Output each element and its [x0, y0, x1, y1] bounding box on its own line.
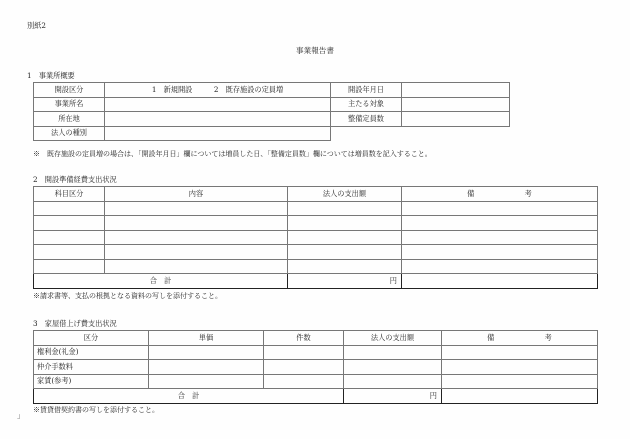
- label-opening-type: 開設区分: [34, 83, 105, 98]
- opening-date-field[interactable]: [402, 83, 510, 98]
- section2-heading: 2 開設準備経費支出状況: [33, 175, 117, 184]
- cell[interactable]: [105, 245, 288, 260]
- label-capacity: 整備定員数: [331, 112, 402, 127]
- cell[interactable]: [34, 216, 105, 231]
- cell[interactable]: [288, 259, 402, 274]
- cell[interactable]: [149, 345, 264, 360]
- opening-type-options[interactable]: 1 新規開設 2 既存施設の定員増: [105, 83, 331, 98]
- label-facility-name: 事業所名: [34, 97, 105, 112]
- cell[interactable]: [264, 360, 344, 375]
- col-header: 法人の支出額: [344, 331, 442, 346]
- cell[interactable]: [149, 360, 264, 375]
- cell[interactable]: [149, 374, 264, 389]
- cell[interactable]: [402, 216, 598, 231]
- cell[interactable]: [288, 201, 402, 216]
- housing-expense-table: [33, 330, 598, 404]
- table-header-row: [34, 331, 598, 346]
- section1-heading: 1 事業所概要: [27, 71, 75, 80]
- cell[interactable]: [34, 230, 105, 245]
- col-header: 備 考: [442, 331, 598, 346]
- section1-note: ※ 既存施設の定員増の場合は、「開設年月日」欄については増員した日、「整備定員数」欄については増員数を記入すること。: [33, 150, 432, 158]
- row-label-rent: 家賃(参考): [34, 374, 149, 389]
- section3-note: ※賃貸借契約書の写しを添付すること。: [33, 406, 159, 414]
- cell[interactable]: [105, 259, 288, 274]
- opening-expense-table: [33, 186, 598, 289]
- location-field[interactable]: [105, 112, 331, 127]
- cell[interactable]: [288, 216, 402, 231]
- capacity-field[interactable]: [402, 112, 510, 127]
- cell[interactable]: [288, 245, 402, 260]
- cell[interactable]: [264, 374, 344, 389]
- total-remarks[interactable]: [442, 389, 598, 404]
- corner-mark: 」: [17, 412, 24, 420]
- blank-cell: [331, 126, 402, 141]
- cell[interactable]: [105, 201, 288, 216]
- table-row: [34, 259, 598, 274]
- cell[interactable]: [344, 360, 442, 375]
- cell[interactable]: [344, 345, 442, 360]
- facility-overview-table: [33, 82, 510, 141]
- total-row: [34, 389, 598, 404]
- cell[interactable]: [34, 245, 105, 260]
- cell[interactable]: [442, 374, 598, 389]
- table-row: [34, 345, 598, 360]
- label-opening-date: 開設年月日: [331, 83, 402, 98]
- col-header: 内容: [105, 187, 288, 202]
- section3-heading: 3 家屋借上げ費支出状況: [33, 319, 117, 328]
- cell[interactable]: [34, 201, 105, 216]
- cell[interactable]: [442, 360, 598, 375]
- total-amount-field[interactable]: 円: [288, 274, 402, 289]
- facility-name-field[interactable]: [105, 97, 331, 112]
- row-label-brokerage-fee: 仲介手数料: [34, 360, 149, 375]
- cell[interactable]: [402, 201, 598, 216]
- col-header: 科目区分: [34, 187, 105, 202]
- cell[interactable]: [105, 216, 288, 231]
- table-row: [34, 230, 598, 245]
- label-main-target: 主たる対象: [331, 97, 402, 112]
- col-header: 法人の支出額: [288, 187, 402, 202]
- table-row: [34, 216, 598, 231]
- label-location: 所在地: [34, 112, 105, 127]
- table-header-row: [34, 187, 598, 202]
- table-row: [34, 360, 598, 375]
- total-amount-field[interactable]: 円: [344, 389, 442, 404]
- col-header: 区分: [34, 331, 149, 346]
- table-row: [34, 245, 598, 260]
- cell[interactable]: [402, 245, 598, 260]
- cell[interactable]: [264, 345, 344, 360]
- table-row: [34, 97, 510, 112]
- cell[interactable]: [34, 259, 105, 274]
- col-header: 単価: [149, 331, 264, 346]
- col-header: 件数: [264, 331, 344, 346]
- total-label: 合 計: [34, 274, 288, 289]
- total-row: [34, 274, 598, 289]
- cell[interactable]: [402, 230, 598, 245]
- table-row: [34, 126, 510, 141]
- blank-cell: [402, 126, 510, 141]
- table-row: [34, 374, 598, 389]
- col-header: 備 考: [402, 187, 598, 202]
- page-title: 事業報告書: [296, 46, 334, 55]
- table-row: [34, 112, 510, 127]
- total-label: 合 計: [34, 389, 344, 404]
- cell[interactable]: [402, 259, 598, 274]
- main-target-field[interactable]: [402, 97, 510, 112]
- table-row: [34, 83, 510, 98]
- row-label-key-money: 権利金(礼金): [34, 345, 149, 360]
- section2-note: ※請求書等、支払の根拠となる資料の写しを添付すること。: [33, 292, 222, 300]
- cell[interactable]: [442, 345, 598, 360]
- cell[interactable]: [105, 230, 288, 245]
- annex-label: 別紙2: [27, 21, 46, 30]
- table-row: [34, 201, 598, 216]
- label-corporation-type: 法人の種別: [34, 126, 105, 141]
- cell[interactable]: [344, 374, 442, 389]
- total-remarks[interactable]: [402, 274, 598, 289]
- cell[interactable]: [288, 230, 402, 245]
- corporation-type-field[interactable]: [105, 126, 331, 141]
